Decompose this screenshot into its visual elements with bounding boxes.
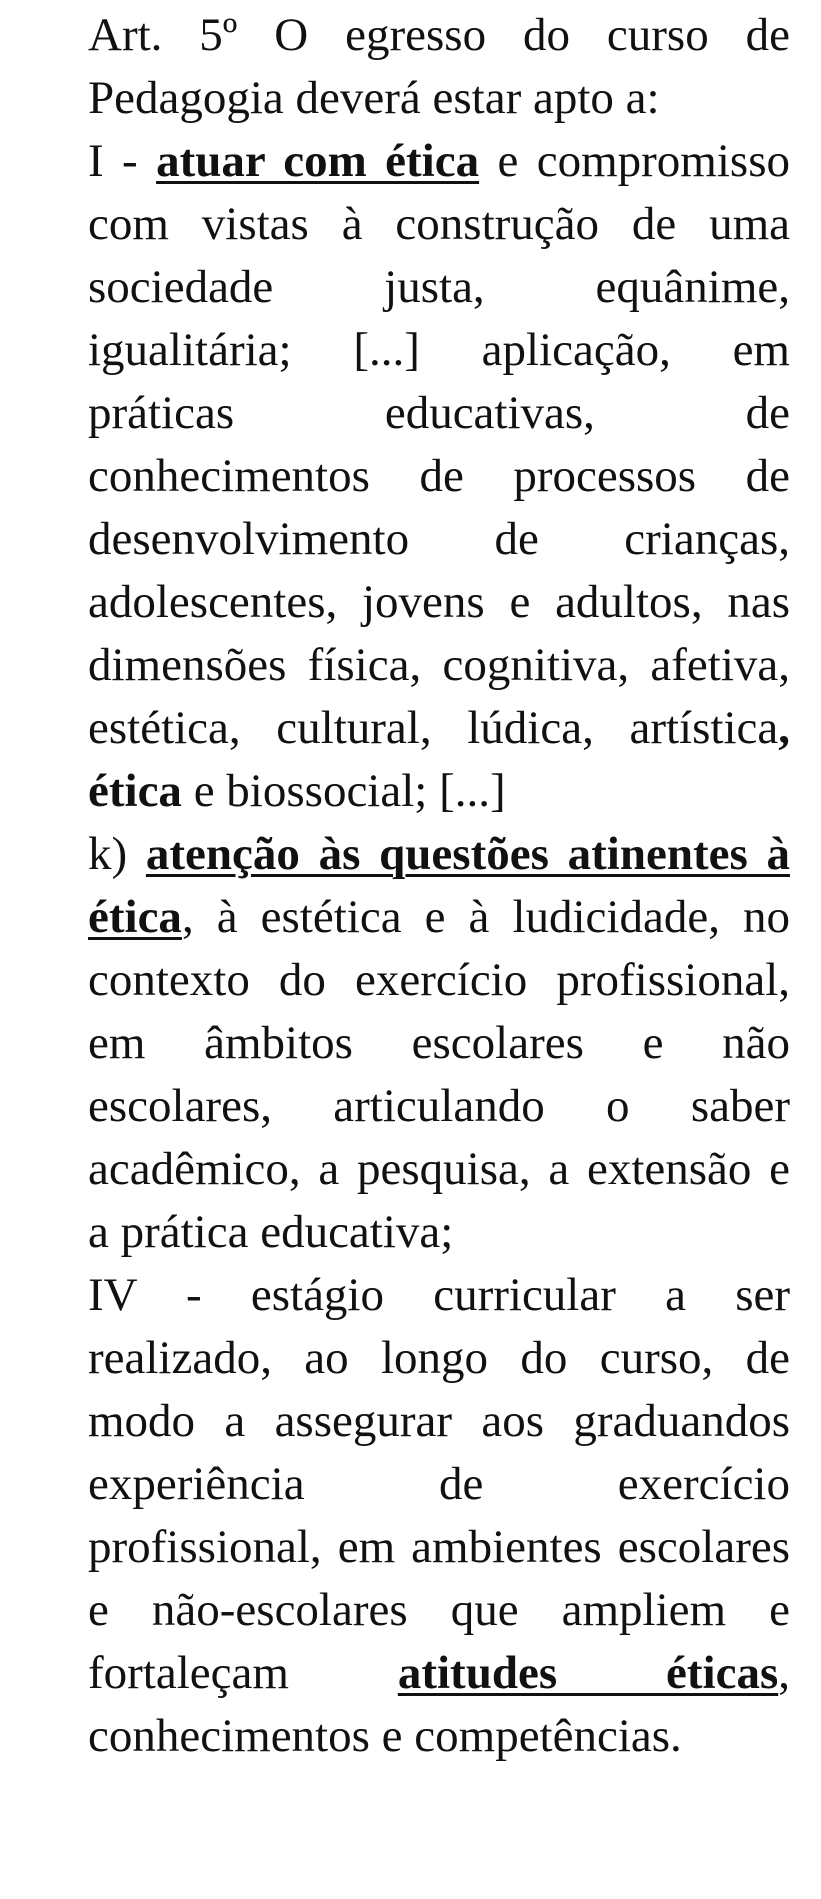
item-i-prefix: I - xyxy=(88,135,157,187)
item-k-text: , à estética e à ludicidade, no contexto do exercício profissional, em âmbitos escolares e não escolares, articulando o saber acadêmico, a pesquisa, a extensão e a prática educativa; xyxy=(88,891,790,1258)
item-i-text-a: e compromisso com vistas à construção de uma sociedade justa, equânime, igualitária; [...] aplicação, em práticas educativas, de conhecimentos de processos de desenvolvimento de crianças, adolescentes, jovens e adultos, nas dimensões física, cognitiva, afetiva, estética, cultural, lúdica, artística xyxy=(88,135,790,754)
article-intro: Art. 5º O egresso do curso de Pedagogia deverá estar apto a: xyxy=(88,9,790,124)
item-i-text-b: e biossocial; [...] xyxy=(181,765,506,817)
document-excerpt xyxy=(88,4,790,1768)
item-i-emphasis: atuar com ética xyxy=(156,135,480,187)
item-k-prefix: k) xyxy=(88,828,146,880)
item-iv-text-b: , conhecimentos e competências. xyxy=(88,1647,790,1762)
item-iv-paragraph xyxy=(88,1264,790,1768)
item-i-bold-ethics: , ética xyxy=(88,702,790,817)
item-i-paragraph xyxy=(88,130,790,823)
item-iv-emphasis: atitudes éticas xyxy=(397,1647,779,1699)
item-k-paragraph xyxy=(88,823,790,1264)
item-iv-text-a: IV - estágio curricular a ser realizado, ao longo do curso, de modo a assegurar aos graduandos experiência de exercício profissional, em ambientes escolares e não-escolares que ampliem e fortaleçam xyxy=(88,1269,790,1699)
item-k-emphasis: atenção às questões atinentes à ética xyxy=(88,828,791,943)
